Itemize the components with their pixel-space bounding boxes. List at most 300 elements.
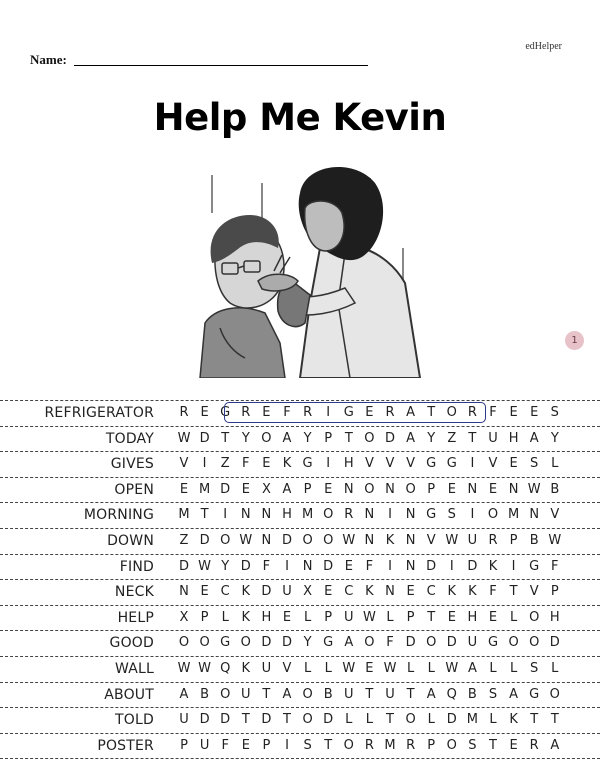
grid-letter[interactable]: Z — [179, 532, 189, 548]
word-list-item: OPEN — [114, 481, 154, 498]
grid-letter[interactable]: L — [386, 609, 394, 625]
grid-letter[interactable]: L — [303, 609, 312, 625]
grid-letter[interactable]: T — [530, 712, 539, 728]
grid-letter[interactable]: U — [467, 635, 478, 651]
grid-letter[interactable]: N — [385, 584, 395, 600]
grid-letter[interactable]: U — [179, 712, 189, 728]
grid-letter[interactable]: O — [487, 507, 499, 523]
grid-letter[interactable]: G — [426, 456, 437, 472]
grid-letter[interactable]: U — [344, 609, 354, 625]
word-list-item: TOLD — [115, 712, 154, 729]
grid-letter[interactable]: F — [221, 737, 229, 753]
page-title: Help Me Kevin — [153, 96, 447, 139]
grid-letter[interactable]: Q — [446, 686, 457, 702]
grid-letter[interactable]: R — [467, 405, 477, 420]
grid-letter[interactable]: K — [365, 584, 374, 600]
grid-letter[interactable]: D — [199, 532, 210, 548]
grid-letter[interactable]: C — [426, 584, 436, 600]
grid-letter[interactable]: V — [364, 456, 374, 472]
grid-letter[interactable]: E — [241, 481, 250, 497]
grid-letter[interactable]: V — [550, 507, 560, 523]
grid-letter[interactable]: L — [221, 609, 229, 625]
grid-letter[interactable]: O — [446, 737, 457, 753]
page-number-badge: 1 — [565, 331, 584, 350]
grid-letter[interactable]: L — [489, 660, 497, 676]
grid-letter[interactable]: R — [303, 405, 313, 420]
grid-letter[interactable]: W — [198, 558, 212, 574]
grid-letter[interactable]: E — [262, 456, 271, 472]
grid-letter[interactable]: Q — [220, 660, 231, 676]
grid-letter[interactable]: I — [470, 456, 475, 472]
grid-letter[interactable]: T — [468, 430, 477, 446]
grid-letter[interactable]: G — [487, 635, 499, 651]
grid-letter[interactable]: A — [406, 430, 416, 446]
grid-letter[interactable]: U — [241, 686, 251, 702]
grid-letter[interactable]: S — [530, 660, 539, 676]
grid-letter[interactable]: Y — [241, 430, 250, 446]
grid-letter[interactable]: D — [281, 635, 292, 651]
grid-letter[interactable]: E — [344, 558, 353, 574]
grid-letter[interactable]: A — [179, 686, 189, 702]
word-list-item: REFRIGERATOR — [44, 405, 154, 421]
grid-letter[interactable]: A — [344, 635, 354, 651]
grid-letter[interactable]: V — [179, 456, 189, 472]
grid-letter[interactable]: D — [467, 558, 478, 574]
grid-letter[interactable]: O — [323, 507, 334, 523]
grid-letter[interactable]: L — [509, 609, 518, 625]
grid-letter[interactable]: T — [386, 712, 394, 728]
brand-label: edHelper — [525, 41, 562, 52]
grid-letter[interactable]: P — [324, 609, 333, 625]
grid-letter[interactable]: I — [285, 558, 289, 574]
grid-letter[interactable]: D — [220, 481, 231, 497]
grid-letter[interactable]: Y — [550, 430, 559, 446]
grid-letter[interactable]: G — [220, 635, 231, 651]
puzzle-row — [0, 477, 600, 503]
grid-letter[interactable]: U — [467, 532, 478, 548]
grid-letter[interactable]: L — [324, 660, 332, 676]
grid-letter[interactable]: T — [241, 712, 250, 728]
grid-letter[interactable]: S — [468, 737, 477, 753]
grid-letter[interactable]: N — [261, 532, 272, 548]
grid-letter[interactable]: O — [508, 635, 519, 651]
word-list-item: TODAY — [105, 430, 154, 447]
grid-letter[interactable]: T — [324, 737, 333, 753]
grid-letter[interactable]: O — [302, 686, 313, 702]
grid-letter[interactable]: T — [262, 686, 271, 702]
grid-letter[interactable]: T — [427, 405, 436, 420]
grid-letter[interactable]: I — [449, 558, 454, 574]
grid-letter[interactable]: R — [364, 737, 374, 753]
grid-letter[interactable]: O — [446, 405, 457, 420]
grid-letter[interactable]: H — [549, 609, 560, 625]
grid-letter[interactable]: Y — [303, 430, 312, 446]
grid-letter[interactable]: B — [550, 481, 560, 497]
puzzle-row — [0, 426, 600, 452]
grid-letter[interactable]: I — [285, 737, 289, 753]
grid-letter[interactable]: E — [365, 660, 374, 676]
grid-letter[interactable]: G — [323, 635, 334, 651]
grid-letter[interactable]: W — [383, 660, 397, 676]
grid-letter[interactable]: D — [323, 558, 334, 574]
grid-letter[interactable]: E — [324, 584, 333, 600]
grid-letter[interactable]: O — [405, 712, 416, 728]
grid-letter[interactable]: A — [426, 686, 436, 702]
word-list-item: GIVES — [110, 456, 154, 473]
grid-letter[interactable]: W — [177, 660, 191, 676]
grid-letter[interactable]: O — [178, 635, 190, 651]
grid-letter[interactable]: E — [509, 456, 518, 472]
grid-letter[interactable]: L — [489, 712, 497, 728]
grid-letter[interactable]: O — [364, 481, 375, 497]
grid-letter[interactable]: R — [344, 507, 354, 523]
grid-letter[interactable]: E — [406, 584, 415, 600]
grid-letter[interactable]: P — [200, 609, 209, 625]
grid-letter[interactable]: I — [388, 507, 392, 523]
grid-letter[interactable]: H — [467, 609, 478, 625]
grid-letter[interactable]: A — [282, 686, 292, 702]
grid-letter[interactable]: T — [200, 507, 209, 523]
name-field — [30, 52, 368, 68]
grid-letter[interactable]: P — [303, 481, 312, 497]
grid-letter[interactable]: I — [470, 507, 475, 523]
grid-letter[interactable]: G — [302, 456, 313, 472]
grid-letter[interactable]: S — [530, 456, 539, 472]
grid-letter[interactable]: U — [282, 584, 292, 600]
grid-letter[interactable]: O — [220, 686, 231, 702]
grid-letter[interactable]: E — [262, 405, 271, 420]
grid-letter[interactable]: G — [426, 507, 437, 523]
puzzle-row — [0, 707, 600, 733]
grid-letter[interactable]: D — [220, 712, 231, 728]
grid-letter[interactable]: I — [326, 405, 331, 420]
grid-letter[interactable]: I — [202, 456, 207, 472]
grid-letter[interactable]: M — [198, 481, 211, 497]
grid-letter[interactable]: C — [220, 584, 230, 600]
grid-letter[interactable]: U — [199, 737, 210, 753]
grid-letter[interactable]: W — [198, 660, 212, 676]
doctor-examining-boy-illustration — [170, 153, 430, 378]
grid-letter[interactable]: A — [406, 405, 416, 420]
grid-letter[interactable]: I — [388, 558, 392, 574]
grid-letter[interactable]: K — [468, 584, 477, 600]
grid-letter[interactable]: O — [364, 430, 375, 446]
grid-letter[interactable]: O — [364, 635, 375, 651]
grid-letter[interactable]: E — [282, 609, 292, 625]
grid-letter[interactable]: Z — [447, 430, 457, 446]
grid-letter[interactable]: F — [489, 584, 497, 600]
grid-letter[interactable]: G — [220, 405, 231, 420]
grid-letter[interactable]: P — [509, 532, 518, 548]
grid-letter[interactable]: G — [343, 405, 354, 420]
grid-letter[interactable]: E — [200, 405, 209, 420]
grid-letter[interactable]: A — [550, 737, 560, 753]
grid-letter[interactable]: D — [261, 584, 272, 600]
grid-letter[interactable]: M — [507, 507, 520, 523]
grid-letter[interactable]: P — [324, 430, 333, 446]
grid-letter[interactable]: L — [303, 660, 312, 676]
grid-letter[interactable]: H — [508, 430, 519, 446]
grid-letter[interactable]: K — [241, 660, 251, 676]
grid-letter[interactable]: I — [511, 558, 516, 574]
grid-letter[interactable]: O — [302, 712, 313, 728]
grid-letter[interactable]: W — [239, 532, 253, 548]
grid-letter[interactable]: F — [551, 558, 559, 574]
grid-letter[interactable]: L — [406, 660, 415, 676]
grid-letter[interactable]: W — [177, 430, 191, 446]
grid-letter[interactable]: K — [488, 558, 498, 574]
grid-letter[interactable]: H — [261, 609, 272, 625]
grid-letter[interactable]: L — [345, 712, 353, 728]
grid-letter[interactable]: G — [446, 456, 457, 472]
grid-letter[interactable]: D — [405, 635, 416, 651]
grid-letter[interactable]: D — [446, 635, 457, 651]
word-list-item: ABOUT — [104, 686, 154, 703]
grid-letter[interactable]: E — [488, 609, 498, 625]
grid-letter[interactable]: S — [303, 737, 312, 753]
grid-letter[interactable]: R — [406, 737, 416, 753]
grid-letter[interactable]: N — [364, 532, 375, 548]
grid-letter[interactable]: F — [242, 456, 250, 472]
grid-letter[interactable]: D — [199, 430, 210, 446]
grid-letter[interactable]: A — [529, 430, 539, 446]
grid-letter[interactable]: O — [343, 737, 354, 753]
grid-letter[interactable]: U — [344, 686, 354, 702]
grid-letter[interactable]: S — [447, 507, 456, 523]
grid-letter[interactable]: E — [509, 737, 518, 753]
grid-letter[interactable]: X — [303, 584, 313, 600]
grid-letter[interactable]: P — [427, 481, 436, 497]
puzzle-row — [0, 656, 600, 682]
grid-letter[interactable]: O — [302, 532, 313, 548]
grid-letter[interactable]: W — [445, 660, 459, 676]
grid-letter[interactable]: V — [385, 456, 395, 472]
grid-letter[interactable]: F — [365, 558, 374, 574]
grid-letter[interactable]: O — [323, 532, 334, 548]
grid-letter[interactable]: N — [385, 481, 395, 497]
grid-letter[interactable]: P — [550, 584, 559, 600]
grid-letter[interactable]: E — [179, 481, 189, 497]
grid-letter[interactable]: H — [343, 456, 354, 472]
grid-letter[interactable]: F — [489, 405, 497, 420]
grid-letter[interactable]: E — [365, 405, 374, 420]
grid-letter[interactable]: P — [262, 737, 271, 753]
word-list-item: DOWN — [107, 532, 154, 549]
grid-letter[interactable]: A — [467, 660, 477, 676]
grid-letter[interactable]: E — [488, 481, 498, 497]
grid-letter[interactable]: O — [529, 635, 540, 651]
word-list-item: NECK — [114, 584, 154, 601]
grid-letter[interactable]: V — [426, 532, 436, 548]
grid-letter[interactable]: L — [427, 660, 435, 676]
grid-letter[interactable]: O — [405, 481, 416, 497]
grid-letter[interactable]: L — [509, 660, 518, 676]
grid-letter[interactable]: D — [178, 558, 189, 574]
grid-letter[interactable]: A — [282, 430, 292, 446]
grid-letter[interactable]: K — [447, 584, 457, 600]
grid-letter[interactable]: C — [344, 584, 354, 600]
grid-letter[interactable]: D — [240, 558, 251, 574]
grid-letter[interactable]: D — [281, 532, 292, 548]
grid-letter[interactable]: K — [385, 532, 395, 548]
grid-letter[interactable]: O — [529, 609, 540, 625]
grid-letter[interactable]: V — [406, 456, 416, 472]
grid-letter[interactable]: N — [179, 584, 189, 600]
grid-letter[interactable]: O — [220, 532, 231, 548]
grid-letter[interactable]: N — [508, 481, 519, 497]
found-word-highlight[interactable] — [224, 402, 486, 423]
grid-letter[interactable]: W — [342, 532, 356, 548]
grid-letter[interactable]: R — [179, 405, 189, 420]
name-label: Name: — [30, 52, 67, 67]
grid-letter[interactable]: T — [344, 430, 353, 446]
puzzle-row — [0, 579, 600, 605]
grid-letter[interactable]: T — [283, 712, 291, 728]
grid-letter[interactable]: I — [326, 456, 331, 472]
grid-letter[interactable]: E — [241, 737, 250, 753]
grid-letter[interactable]: S — [488, 686, 498, 702]
word-list-item: FIND — [119, 558, 154, 575]
grid-letter[interactable]: D — [446, 712, 457, 728]
grid-letter[interactable]: K — [241, 609, 251, 625]
grid-letter[interactable]: N — [467, 481, 478, 497]
grid-letter[interactable]: N — [364, 507, 375, 523]
grid-letter[interactable]: P — [406, 609, 415, 625]
grid-letter[interactable]: D — [261, 712, 272, 728]
grid-letter[interactable]: T — [550, 712, 559, 728]
grid-letter[interactable]: X — [179, 609, 189, 625]
grid-letter[interactable]: R — [529, 737, 539, 753]
grid-letter[interactable]: B — [467, 686, 477, 702]
grid-letter[interactable]: E — [447, 609, 456, 625]
grid-letter[interactable]: N — [405, 532, 416, 548]
puzzle-row — [0, 451, 600, 477]
grid-letter[interactable]: T — [427, 609, 436, 625]
grid-letter[interactable]: P — [180, 737, 188, 753]
grid-letter[interactable]: L — [365, 712, 374, 728]
grid-letter[interactable]: D — [199, 712, 210, 728]
grid-letter[interactable]: N — [529, 507, 540, 523]
grid-letter[interactable]: B — [529, 532, 539, 548]
grid-letter[interactable]: Z — [220, 456, 230, 472]
grid-letter[interactable]: O — [199, 635, 210, 651]
puzzle-row — [0, 682, 600, 708]
grid-letter[interactable]: F — [262, 558, 271, 574]
grid-letter[interactable]: G — [529, 558, 540, 574]
grid-letter[interactable]: T — [406, 686, 415, 702]
grid-letter[interactable]: N — [240, 507, 251, 523]
grid-letter[interactable]: R — [241, 405, 251, 420]
grid-letter[interactable]: U — [261, 660, 272, 676]
grid-letter[interactable]: F — [386, 635, 394, 651]
grid-letter[interactable]: S — [550, 405, 559, 420]
grid-letter[interactable]: K — [509, 712, 518, 728]
grid-letter[interactable]: Y — [303, 635, 312, 651]
grid-letter[interactable]: N — [302, 558, 313, 574]
grid-letter[interactable]: I — [223, 507, 228, 523]
grid-letter[interactable]: O — [549, 686, 560, 702]
grid-letter[interactable]: O — [426, 635, 437, 651]
grid-letter[interactable]: E — [509, 405, 518, 420]
grid-letter[interactable]: A — [282, 481, 292, 497]
grid-letter[interactable]: L — [551, 660, 559, 676]
grid-letter[interactable]: N — [405, 507, 416, 523]
grid-letter[interactable]: M — [384, 737, 396, 753]
word-list-item: POSTER — [97, 737, 154, 754]
grid-letter[interactable]: W — [362, 609, 376, 625]
grid-letter[interactable]: X — [261, 481, 271, 497]
puzzle-row — [0, 630, 600, 656]
grid-letter[interactable]: V — [529, 584, 539, 600]
grid-letter[interactable]: K — [282, 456, 292, 472]
grid-letter[interactable]: M — [178, 507, 190, 523]
grid-letter[interactable]: W — [342, 660, 356, 676]
grid-letter[interactable]: W — [445, 532, 459, 548]
grid-letter[interactable]: U — [488, 430, 498, 446]
grid-letter[interactable]: T — [221, 430, 230, 446]
grid-letter[interactable]: D — [426, 558, 437, 574]
grid-letter[interactable]: D — [261, 635, 272, 651]
grid-letter[interactable]: E — [324, 481, 333, 497]
grid-letter[interactable]: L — [551, 456, 559, 472]
grid-letter[interactable]: K — [241, 584, 251, 600]
grid-letter[interactable]: M — [301, 507, 314, 523]
grid-letter[interactable]: M — [466, 712, 478, 728]
word-list-item: WALL — [114, 660, 154, 677]
puzzle-row — [0, 502, 600, 528]
grid-letter[interactable]: U — [385, 686, 395, 702]
grid-letter[interactable]: T — [365, 686, 374, 702]
grid-letter[interactable]: V — [488, 456, 498, 472]
grid-letter[interactable]: O — [261, 430, 272, 446]
grid-letter[interactable]: D — [384, 430, 395, 446]
grid-letter[interactable]: G — [529, 686, 540, 702]
grid-letter[interactable]: E — [530, 405, 539, 420]
grid-letter[interactable]: F — [283, 405, 291, 420]
puzzle-row — [0, 733, 600, 760]
grid-letter[interactable]: R — [488, 532, 498, 548]
grid-letter[interactable]: P — [427, 737, 436, 753]
grid-letter[interactable]: T — [509, 584, 518, 600]
puzzle-row — [0, 605, 600, 631]
puzzle-row — [0, 528, 600, 554]
grid-letter[interactable]: N — [405, 558, 416, 574]
grid-letter[interactable]: B — [200, 686, 210, 702]
grid-letter[interactable]: W — [548, 532, 562, 548]
grid-letter[interactable]: D — [323, 712, 334, 728]
word-list-item: MORNING — [83, 507, 154, 524]
grid-letter[interactable]: V — [282, 660, 292, 676]
grid-letter[interactable]: Y — [427, 430, 436, 446]
word-search-grid — [0, 400, 600, 759]
name-line[interactable] — [74, 65, 368, 66]
grid-letter[interactable]: Y — [221, 558, 230, 574]
grid-letter[interactable]: O — [240, 635, 251, 651]
grid-letter[interactable]: E — [447, 481, 456, 497]
grid-letter[interactable]: A — [509, 686, 519, 702]
grid-letter[interactable]: T — [489, 737, 497, 753]
grid-letter[interactable]: E — [200, 584, 209, 600]
grid-letter[interactable]: N — [261, 507, 272, 523]
word-list-item: GOOD — [109, 635, 154, 652]
grid-letter[interactable]: B — [323, 686, 333, 702]
grid-letter[interactable]: H — [282, 507, 292, 523]
grid-letter[interactable]: R — [385, 405, 395, 420]
grid-letter[interactable]: N — [343, 481, 354, 497]
grid-letter[interactable]: D — [549, 635, 560, 651]
grid-letter[interactable]: W — [527, 481, 541, 497]
grid-letter[interactable]: L — [427, 712, 435, 728]
